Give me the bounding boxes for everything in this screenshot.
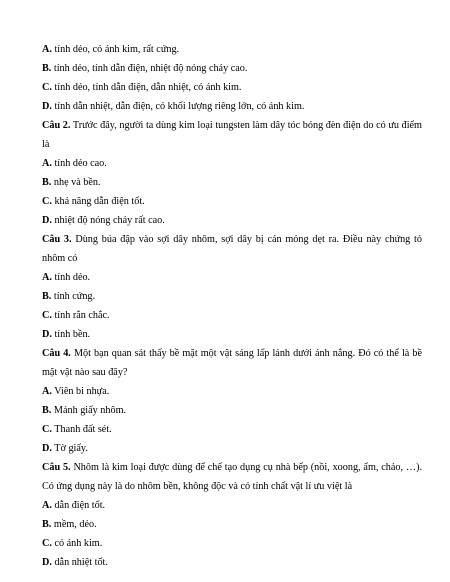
q4-option-d [42, 442, 88, 455]
option-text: nhẹ và bền. [53, 177, 101, 188]
q1-option-c [42, 81, 241, 94]
option-key: C. [42, 196, 52, 207]
q5-option-c [42, 537, 102, 550]
option-text: khả năng dẫn điện tốt. [54, 196, 145, 207]
option-key: D. [42, 215, 52, 226]
option-key: D. [42, 101, 52, 112]
q3-option-d [42, 328, 90, 341]
option-text: Tờ giấy. [54, 443, 88, 454]
option-key: A. [42, 272, 52, 283]
option-text: nhiệt độ nóng chảy rất cao. [54, 215, 165, 226]
q3-stem [42, 230, 422, 268]
q2-option-d [42, 214, 165, 227]
q1-option-a [42, 43, 179, 56]
q4-option-a [42, 385, 109, 398]
option-text: tính dẻo, tính dẫn điện, dẫn nhiệt, có ánh kim. [54, 82, 242, 93]
option-text: Mảnh giấy nhôm. [53, 405, 127, 416]
q5-option-a [42, 499, 105, 512]
option-text: tính dẻo, tính dẫn điện, nhiệt độ nóng chảy cao. [53, 63, 248, 74]
q3-option-b [42, 290, 95, 303]
q3-option-a [42, 271, 90, 284]
option-key: A. [42, 44, 52, 55]
q2-stem [42, 116, 422, 154]
option-key: A. [42, 158, 52, 169]
question-label: Câu 4. [42, 348, 71, 359]
option-key: B. [42, 63, 52, 74]
option-text: dẫn điện tốt. [54, 500, 106, 511]
q2-option-b [42, 176, 101, 189]
option-text: tính dẻo cao. [54, 158, 107, 169]
option-text: tính dẫn nhiệt, dẫn điện, có khối lượng riêng lớn, có ánh kim. [54, 101, 305, 112]
option-text: Viên bi nhựa. [54, 386, 110, 397]
option-key: D. [42, 557, 52, 568]
option-key: B. [42, 177, 52, 188]
question-label: Câu 3. [42, 234, 72, 245]
q5-option-b [42, 518, 97, 531]
q1-option-b [42, 62, 247, 75]
q4-option-c [42, 423, 112, 436]
option-key: C. [42, 82, 52, 93]
option-key: A. [42, 500, 52, 511]
option-text: tính rắn chắc. [54, 310, 110, 321]
q1-option-d [42, 100, 304, 113]
option-text: mềm, dẻo. [53, 519, 97, 530]
option-key: C. [42, 424, 52, 435]
option-key: C. [42, 310, 52, 321]
option-text: dẫn nhiệt tốt. [54, 557, 108, 568]
option-key: D. [42, 329, 52, 340]
option-text: tính bền. [54, 329, 91, 340]
option-key: D. [42, 443, 52, 454]
option-text: có ánh kim. [54, 538, 103, 549]
q3-option-c [42, 309, 110, 322]
question-text: Nhôm là kim loại được dùng để chế tạo dụng cụ nhà bếp (nồi, xoong, ấm, chảo, …). Có ứng dụng này là do nhôm bền, không độc và có tính chất vật lí ưu việt là [42, 462, 423, 492]
q2-option-a [42, 157, 107, 170]
option-key: B. [42, 291, 52, 302]
q5-stem [42, 458, 422, 496]
q4-stem [42, 344, 422, 382]
option-key: B. [42, 519, 52, 530]
option-text: tính dẻo. [54, 272, 91, 283]
question-text: Một bạn quan sát thấy bề mặt một vật sáng lấp lánh dưới ánh nắng. Đó có thể là bề mặt vật nào sau đây? [42, 348, 423, 378]
question-label: Câu 2. [42, 120, 71, 131]
question-text: Trước đây, người ta dùng kim loại tungsten làm dây tóc bóng đèn điện do có ưu điểm là [42, 120, 422, 150]
option-text: Thanh đất sét. [54, 424, 112, 435]
question-text: Dùng búa đập vào sợi dây nhôm, sợi dây bị cán mỏng dẹt ra. Điều này chứng tỏ nhôm có [42, 234, 422, 264]
q5-option-d [42, 556, 108, 569]
q4-option-b [42, 404, 126, 417]
option-key: C. [42, 538, 52, 549]
option-key: A. [42, 386, 52, 397]
q2-option-c [42, 195, 145, 208]
option-text: tính dẻo, có ánh kim, rất cứng. [54, 44, 180, 55]
option-text: tính cứng. [53, 291, 96, 302]
option-key: B. [42, 405, 52, 416]
question-label: Câu 5. [42, 462, 71, 473]
